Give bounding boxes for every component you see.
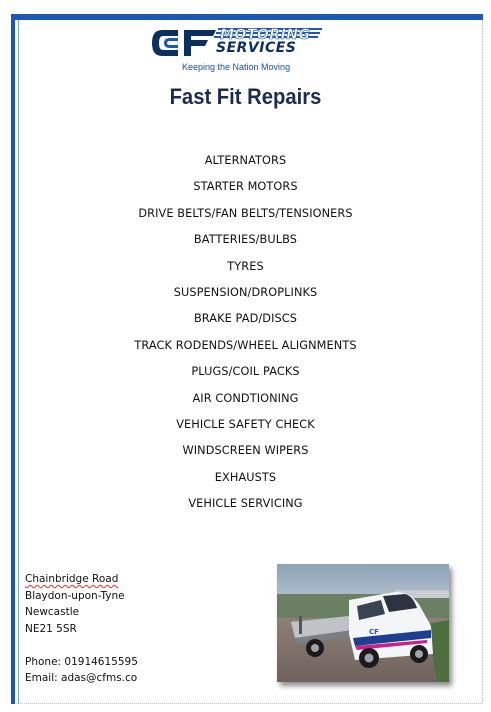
service-item: ALTERNATORS: [204, 154, 287, 167]
service-item: TRACK RODENDS/WHEEL ALIGNMENTS: [134, 338, 357, 352]
logo-tagline: Keeping the Nation Moving: [182, 62, 291, 72]
spellcheck-mark: Chainbridge Road: [25, 573, 119, 585]
services-list: [0, 152, 491, 521]
contact-phone: Phone: 01914615595: [25, 655, 138, 668]
service-item: VEHICLE SERVICING: [188, 497, 303, 511]
service-item: VEHICLE SAFETY CHECK: [176, 417, 315, 431]
truck-image: [277, 564, 449, 682]
top-border-bar: [11, 14, 483, 20]
service-item: EXHAUSTS: [214, 470, 277, 484]
address-postcode: NE21 5SR: [25, 622, 77, 635]
logo-word-services: SERVICES: [216, 40, 297, 56]
service-item: PLUGS/COIL PACKS: [191, 365, 300, 379]
address-spacer: [25, 637, 138, 654]
address-city: Newcastle: [25, 606, 80, 618]
service-item: DRIVE BELTS/FAN BELTS/TENSIONERS: [138, 206, 353, 220]
service-item: BATTERIES/BULBS: [193, 233, 298, 247]
service-item: BRAKE PAD/DISCS: [193, 312, 298, 326]
company-logo: [150, 26, 330, 76]
address-town: Blaydon-upon-Tyne: [25, 589, 125, 602]
contact-email: Email: adas@cfms.co: [25, 672, 138, 684]
address-block: [25, 571, 138, 687]
service-item: SUSPENSION/DROPLINKS: [173, 285, 318, 299]
svg-text:CF: CF: [369, 628, 379, 636]
logo-word-motoring: MOTORING: [220, 27, 311, 43]
recovery-truck-photo: [277, 564, 449, 682]
service-item: WINDSCREEN WIPERS: [182, 444, 309, 458]
service-item: AIR CONDTIONING: [192, 391, 299, 405]
service-item: STARTER MOTORS: [193, 180, 298, 194]
address-street: [25, 571, 138, 588]
cf-logo-icon: [150, 26, 220, 60]
service-item: TYRES: [227, 259, 264, 273]
page-title: Fast Fit Repairs: [169, 84, 322, 109]
